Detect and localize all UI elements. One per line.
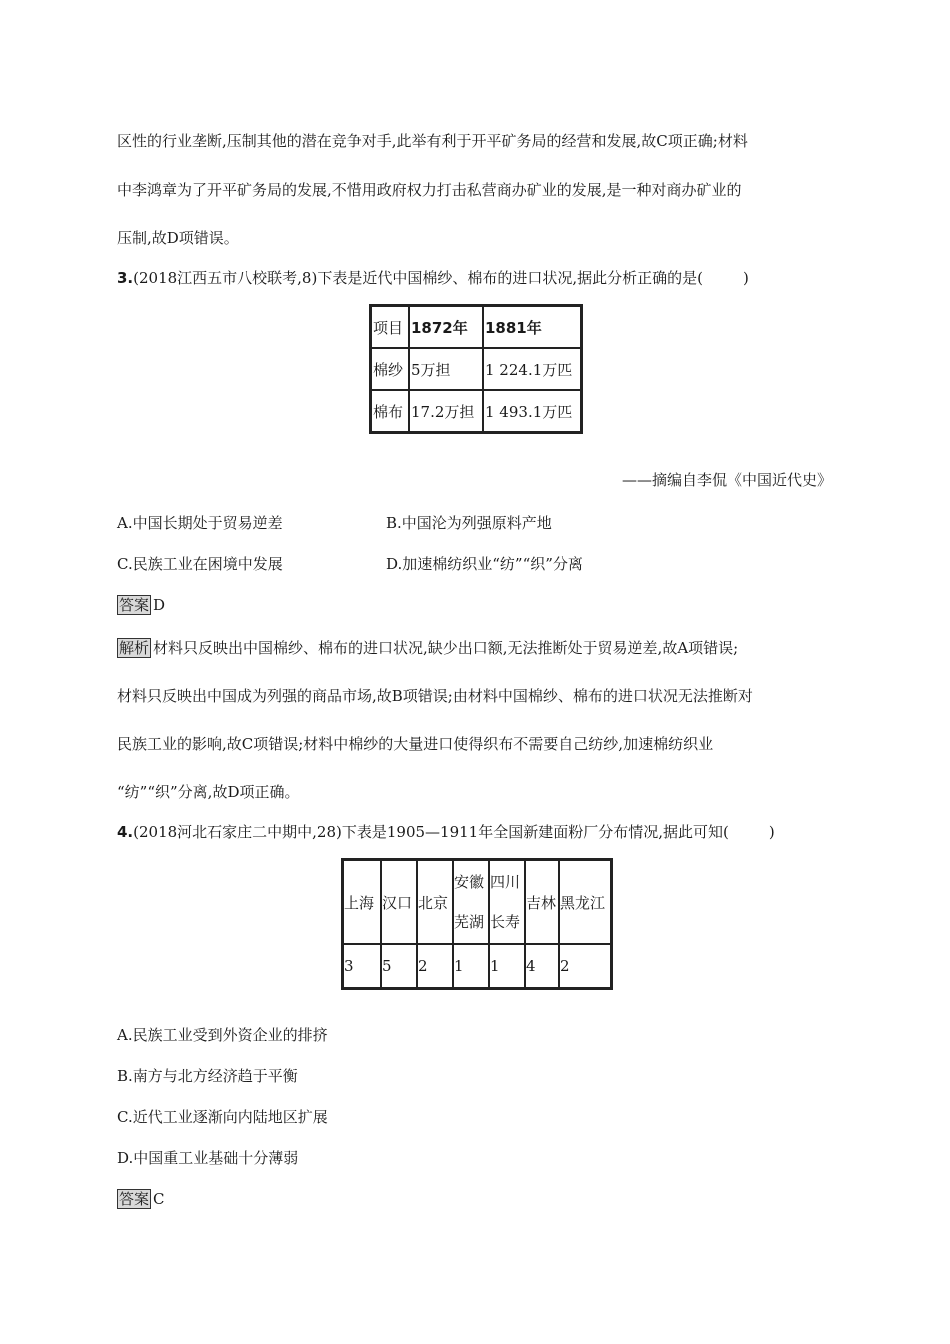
intro-line-2: 中李鸿章为了开平矿务局的发展,不惜用政府权力打击私营商办矿业的发展,是一种对商办矿业的 bbox=[117, 181, 742, 199]
q3-analysis-line-3: 民族工业的影响,故C项错误;材料中棉纱的大量进口使得织布不需要自己纺纱,加速棉纺织业 bbox=[117, 735, 714, 753]
table-cell: 5万担 bbox=[409, 348, 483, 390]
table-cell: 2 bbox=[559, 944, 612, 989]
q4-stem bbox=[117, 822, 837, 842]
q3-answer bbox=[117, 595, 837, 615]
table-header-cell: 1872年 bbox=[409, 306, 483, 349]
q4-close-paren: ) bbox=[768, 823, 775, 841]
answer-label: 答案 bbox=[119, 596, 150, 614]
table-header-cell: 四川 长寿 bbox=[489, 860, 525, 945]
table-header-cell: 吉林 bbox=[525, 860, 559, 945]
intro-line-1: 区性的行业垄断,压制其他的潜在竞争对手,此举有利于开平矿务局的经营和发展,故C项正确;材料 bbox=[117, 132, 748, 150]
table-header-cell: 项目 bbox=[371, 306, 410, 349]
q3-analysis-line-4: “纺”“织”分离,故D项正确。 bbox=[117, 783, 300, 801]
table-cell: 1 493.1万匹 bbox=[483, 390, 582, 433]
table-header-row bbox=[343, 860, 612, 945]
analysis-text: 材料只反映出中国棉纱、棉布的进口状况,缺少出口额,无法推断处于贸易逆差,故A项错误; bbox=[153, 639, 739, 657]
q3-source: ——摘编自李侃《中国近代史》 bbox=[621, 471, 832, 489]
analysis-label: 解析 bbox=[119, 639, 150, 657]
q3-option-d: D.加速棉纺织业“纺”“织”分离 bbox=[386, 555, 583, 573]
table-cell: 4 bbox=[525, 944, 559, 989]
table-header-cell: 安徽 芜湖 bbox=[453, 860, 489, 945]
q4-stem-text: (2018河北石家庄二中期中,28)下表是1905—1911年全国新建面粉厂分布情况,据此可知( bbox=[133, 823, 729, 841]
q4-number: 4. bbox=[117, 823, 134, 841]
table-row bbox=[371, 348, 582, 390]
answer-value: D bbox=[153, 596, 166, 614]
table-header-cell: 上海 bbox=[343, 860, 382, 945]
q3-close-paren: ) bbox=[742, 269, 749, 287]
q3-import-table bbox=[369, 304, 583, 434]
q4-option-a: A.民族工业受到外资企业的排挤 bbox=[117, 1026, 328, 1044]
q4-option-c: C.近代工业逐渐向内陆地区扩展 bbox=[117, 1108, 328, 1126]
q3-option-c: C.民族工业在困境中发展 bbox=[117, 555, 283, 573]
table-row bbox=[371, 390, 582, 433]
table-cell: 1 bbox=[489, 944, 525, 989]
q4-option-d: D.中国重工业基础十分薄弱 bbox=[117, 1149, 299, 1167]
table-header-cell: 黑龙江 bbox=[559, 860, 612, 945]
table-header-cell: 1881年 bbox=[483, 306, 582, 349]
q4-answer bbox=[117, 1189, 837, 1209]
q4-flour-mill-table bbox=[341, 858, 613, 990]
table-cell: 2 bbox=[417, 944, 453, 989]
q3-number: 3. bbox=[117, 269, 134, 287]
q3-stem bbox=[117, 268, 837, 288]
intro-line-3: 压制,故D项错误。 bbox=[117, 229, 239, 247]
table-header-row bbox=[371, 306, 582, 349]
table-header-cell: 北京 bbox=[417, 860, 453, 945]
table-cell: 棉纱 bbox=[371, 348, 410, 390]
q4-option-b: B.南方与北方经济趋于平衡 bbox=[117, 1067, 298, 1085]
table-cell: 5 bbox=[381, 944, 417, 989]
q3-option-a: A.中国长期处于贸易逆差 bbox=[117, 514, 283, 532]
table-cell: 3 bbox=[343, 944, 382, 989]
table-cell: 棉布 bbox=[371, 390, 410, 433]
q3-stem-text: (2018江西五市八校联考,8)下表是近代中国棉纱、棉布的进口状况,据此分析正确的是( bbox=[133, 269, 703, 287]
answer-value: C bbox=[153, 1190, 165, 1208]
q3-analysis-line-2: 材料只反映出中国成为列强的商品市场,故B项错误;由材料中国棉纱、棉布的进口状况无法推断对 bbox=[117, 687, 753, 705]
q3-option-b: B.中国沦为列强原料产地 bbox=[386, 514, 552, 532]
table-cell: 17.2万担 bbox=[409, 390, 483, 433]
table-row bbox=[343, 944, 612, 989]
table-cell: 1 224.1万匹 bbox=[483, 348, 582, 390]
q3-analysis-line-1 bbox=[117, 638, 837, 658]
table-cell: 1 bbox=[453, 944, 489, 989]
table-header-cell: 汉口 bbox=[381, 860, 417, 945]
answer-label: 答案 bbox=[119, 1190, 150, 1208]
